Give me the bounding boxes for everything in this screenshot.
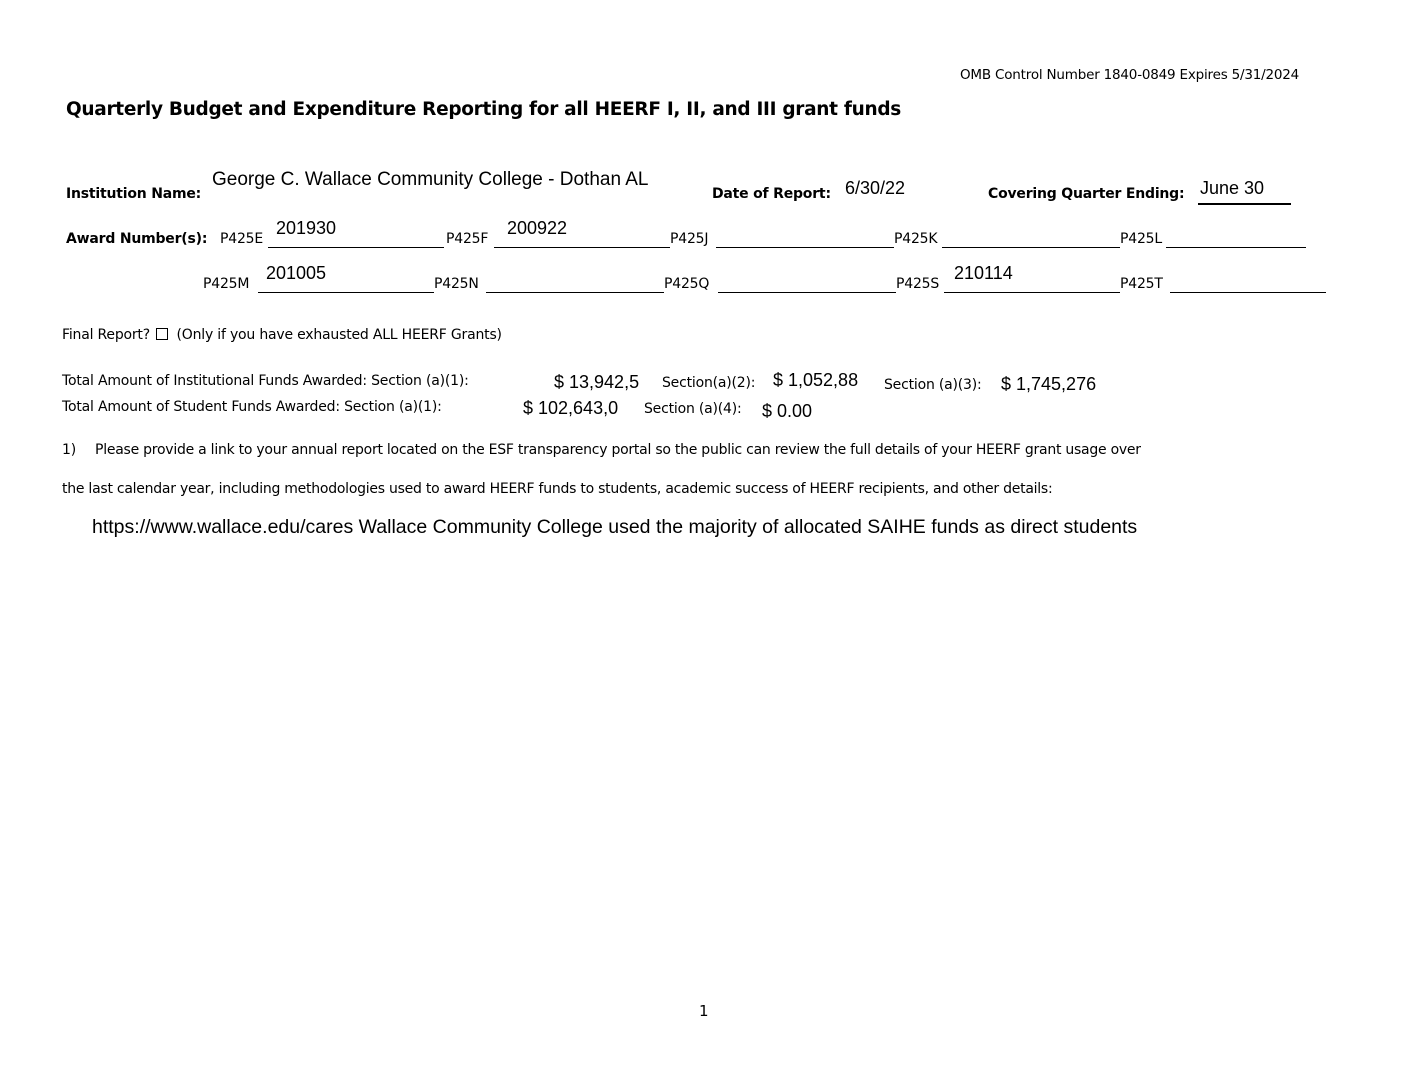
award-line-p425j — [716, 247, 894, 248]
institution-name-label: Institution Name: — [66, 186, 202, 202]
final-report-note: (Only if you have exhausted ALL HEERF Grants) — [176, 327, 502, 343]
covering-quarter-label: Covering Quarter Ending: — [988, 186, 1185, 202]
award-code-p425j: P425J — [670, 231, 709, 247]
section-a2-field[interactable]: $ 1,052,88 — [773, 370, 859, 390]
question-1-text-line1: Please provide a link to your annual report located on the ESF transparency portal so the public can review the full details of your HEERF grant usage over — [95, 442, 1141, 458]
award-line-p425e — [268, 247, 444, 248]
page-title: Quarterly Budget and Expenditure Reporting for all HEERF I, II, and III grant funds — [66, 99, 902, 120]
covering-quarter-field[interactable]: June 30 — [1200, 178, 1265, 198]
final-report-label: Final Report? — [62, 327, 150, 343]
award-line-p425n — [486, 292, 664, 293]
question-1-text-line2: the last calendar year, including methodologies used to award HEERF funds to students, academic success of HEERF recipients, and other details: — [62, 481, 1053, 497]
final-report-row — [62, 327, 502, 343]
award-field-p425s[interactable]: 210114 — [954, 263, 1013, 283]
award-line-p425m — [258, 292, 434, 293]
award-numbers-label: Award Number(s): — [66, 231, 208, 247]
question-1-number: 1) — [62, 442, 76, 458]
award-line-p425l — [1166, 247, 1306, 248]
award-code-p425m: P425M — [203, 276, 250, 292]
date-of-report-label: Date of Report: — [712, 186, 831, 202]
award-code-p425k: P425K — [894, 231, 938, 247]
award-line-p425k — [942, 247, 1120, 248]
date-of-report-field[interactable]: 6/30/22 — [845, 178, 906, 198]
award-code-p425q: P425Q — [664, 276, 710, 292]
award-code-p425t: P425T — [1120, 276, 1163, 292]
omb-control-number: OMB Control Number 1840-0849 Expires 5/31/2024 — [960, 67, 1300, 83]
question-1-answer-field[interactable]: https://www.wallace.edu/cares Wallace Community College used the majority of allocated SAIHE funds as direct students — [92, 516, 1138, 538]
award-field-p425m[interactable]: 201005 — [266, 263, 327, 283]
final-report-checkbox[interactable] — [156, 328, 168, 340]
award-line-p425f — [494, 247, 670, 248]
section-a4-label: Section (a)(4): — [644, 401, 742, 417]
award-field-p425e[interactable]: 201930 — [276, 218, 337, 238]
award-code-p425s: P425S — [896, 276, 940, 292]
student-a1-field[interactable]: $ 102,643,0 — [523, 398, 619, 418]
award-code-p425f: P425F — [446, 231, 489, 247]
institution-name-field[interactable]: George C. Wallace Community College - Dothan AL — [212, 169, 649, 190]
award-code-p425n: P425N — [434, 276, 479, 292]
section-a2-label: Section(a)(2): — [662, 375, 756, 391]
page-number: 1 — [699, 1002, 709, 1020]
section-a3-field[interactable]: $ 1,745,276 — [1001, 374, 1097, 394]
award-field-p425f[interactable]: 200922 — [507, 218, 568, 238]
section-a3-label: Section (a)(3): — [884, 377, 982, 393]
institutional-funds-label: Total Amount of Institutional Funds Awarded: Section (a)(1): — [62, 373, 469, 389]
covering-quarter-underline — [1198, 203, 1291, 205]
award-code-p425e: P425E — [220, 231, 264, 247]
award-line-p425q — [718, 292, 896, 293]
institutional-a1-field[interactable]: $ 13,942,5 — [554, 372, 640, 392]
award-line-p425t — [1170, 292, 1326, 293]
section-a4-field[interactable]: $ 0.00 — [762, 401, 813, 421]
award-line-p425s — [944, 292, 1120, 293]
student-funds-label: Total Amount of Student Funds Awarded: Section (a)(1): — [62, 399, 442, 415]
award-code-p425l: P425L — [1120, 231, 1162, 247]
